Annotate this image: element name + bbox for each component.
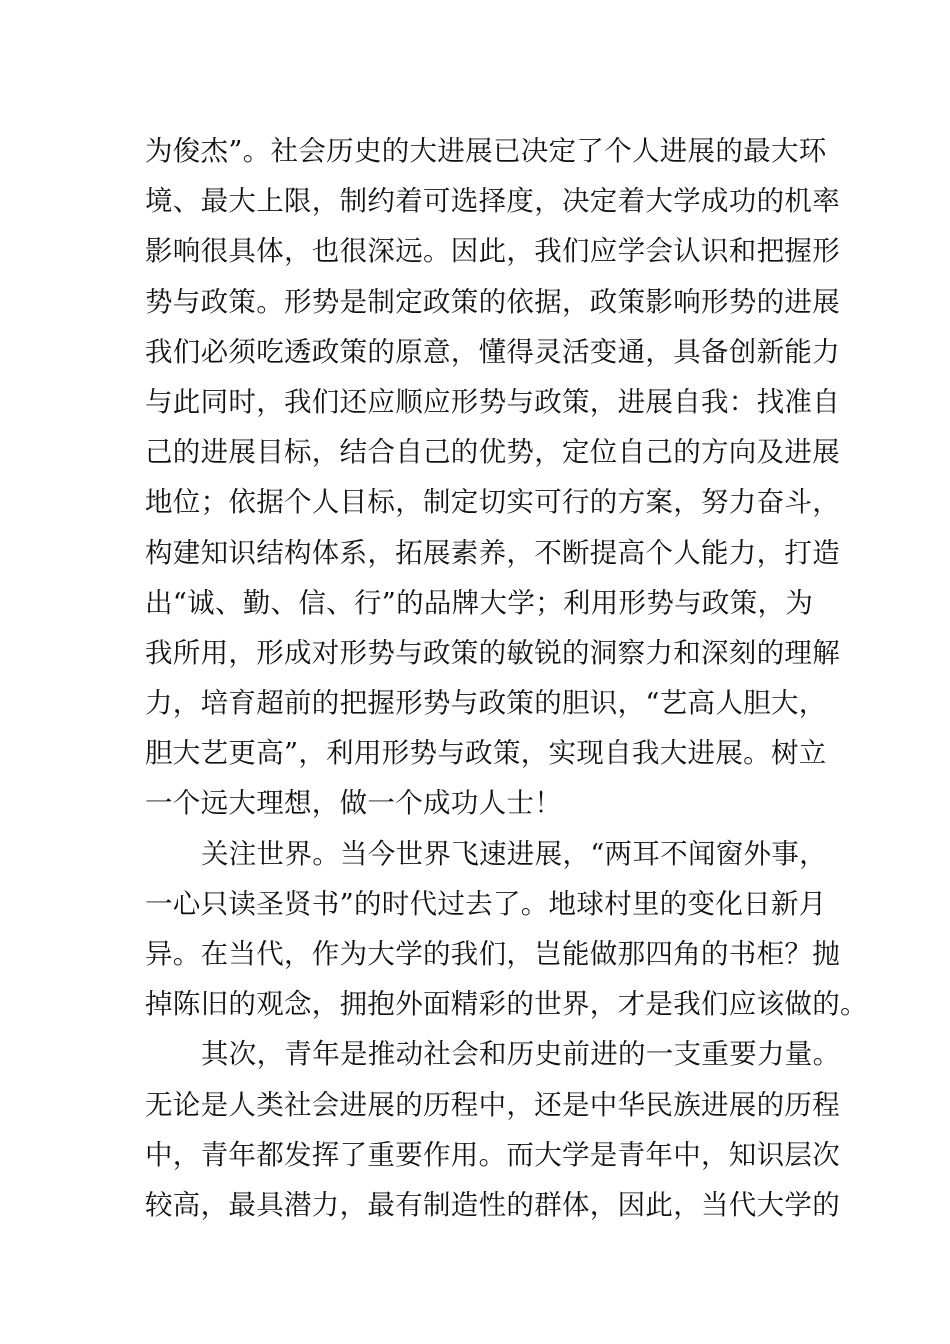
text-line: 一个远大理想，做一个成功人士！ — [145, 787, 562, 820]
text-line: 境、最大上限，制约着可选择度，决定着大学成功的机率 — [145, 185, 840, 218]
text-line: 地位；依据个人目标，制定切实可行的方案，努力奋斗， — [145, 486, 840, 519]
text-line: 力，培育超前的把握形势与政策的胆识，“艺高人胆大， — [145, 687, 827, 720]
text-line: 出“诚、勤、信、行”的品牌大学；利用形势与政策，为 — [145, 586, 814, 619]
text-line: 为俊杰”。社会历史的大进展已决定了个人进展的最大环 — [145, 135, 827, 167]
text-line: 构建知识结构体系，拓展素养，不断提高个人能力，打造 — [145, 536, 840, 569]
body-text — [145, 126, 868, 1230]
paragraph-start-line: 关注世界。当今世界飞速进展，“两耳不闻窗外事， — [201, 837, 827, 870]
text-line: 己的进展目标，结合自己的优势，定位自己的方向及进展 — [145, 436, 840, 469]
text-line: 势与政策。形势是制定政策的依据，政策影响形势的进展 — [145, 285, 840, 318]
text-line: 与此同时，我们还应顺应形势与政策，进展自我：找准自 — [145, 385, 840, 418]
paragraph-start-line: 其次，青年是推动社会和历史前进的一支重要力量。 — [201, 1038, 841, 1071]
text-line: 无论是人类社会进展的历程中，还是中华民族进展的历程 — [145, 1088, 840, 1121]
text-line: 一心只读圣贤书”的时代过去了。地球村里的变化日新月 — [145, 887, 827, 920]
text-line: 我们必须吃透政策的原意，懂得灵活变通，具备创新能力 — [145, 335, 840, 368]
text-line: 影响很具体，也很深远。因此，我们应学会认识和把握形 — [145, 235, 840, 268]
text-line: 掉陈旧的观念，拥抱外面精彩的世界，才是我们应该做的。 — [145, 988, 868, 1021]
text-line: 我所用，形成对形势与政策的敏锐的洞察力和深刻的理解 — [145, 636, 840, 669]
text-line: 胆大艺更高”，利用形势与政策，实现自我大进展。树立 — [145, 737, 827, 770]
text-line: 异。在当代，作为大学的我们，岂能做那四角的书柜？抛 — [145, 938, 840, 970]
text-line: 较高，最具潜力，最有制造性的群体，因此，当代大学的 — [145, 1188, 840, 1221]
text-line: 中，青年都发挥了重要作用。而大学是青年中，知识层次 — [145, 1138, 840, 1171]
